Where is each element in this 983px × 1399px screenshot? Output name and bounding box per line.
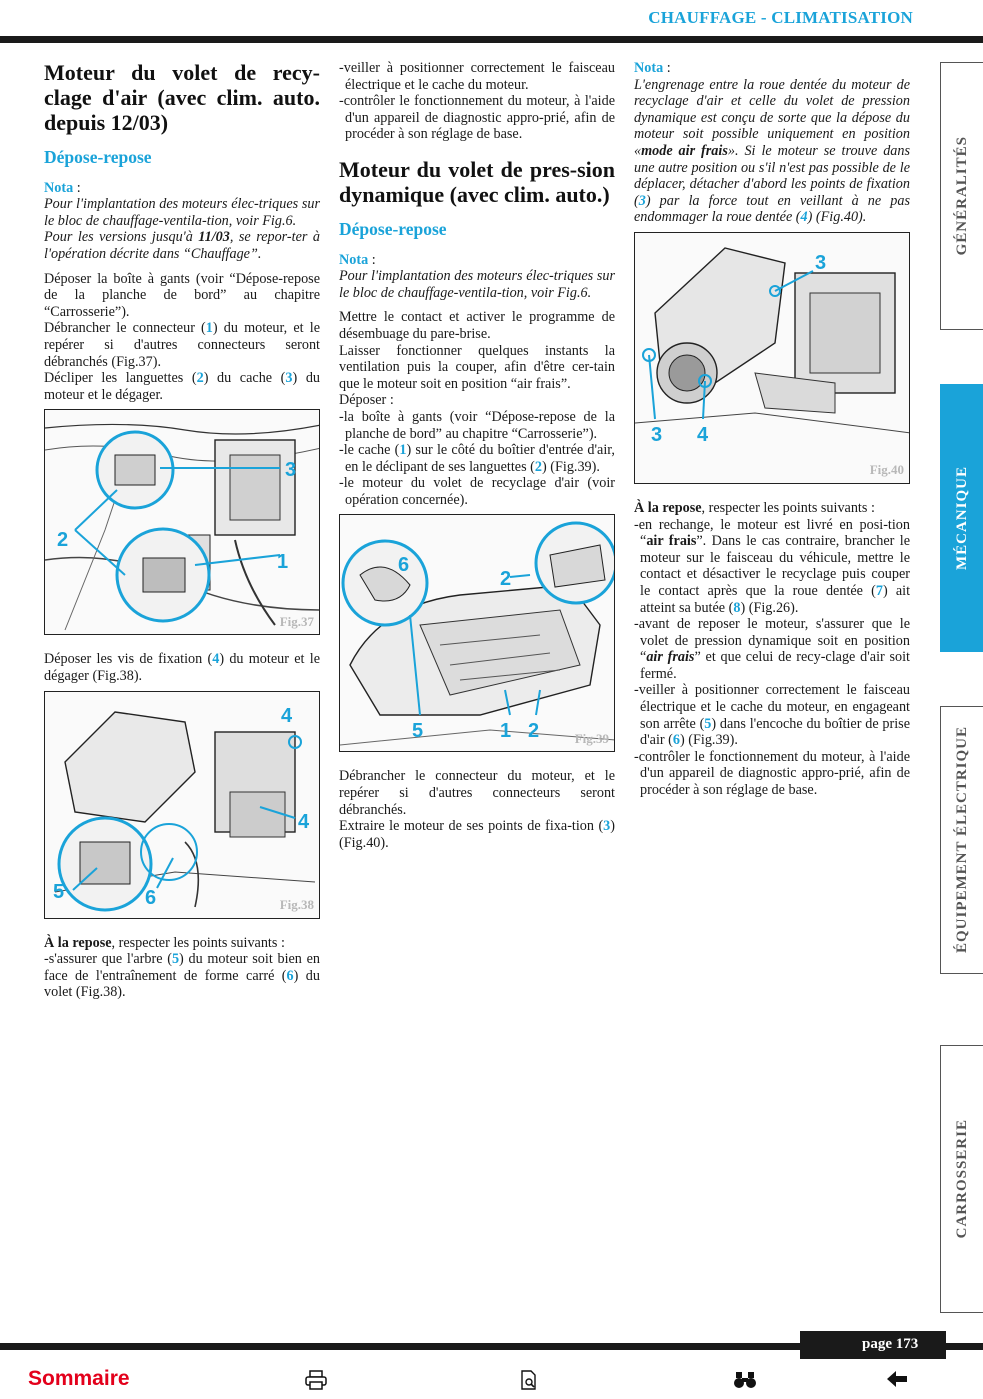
list-item: -s'assurer que l'arbre (5) du moteur soit bien en face de l'entraînement de forme carré (6) du volet (Fig.38). (44, 951, 320, 1001)
callout-label: 4 (281, 704, 293, 727)
callout-label: 2 (57, 529, 69, 552)
section-heading: Moteur du volet de pres-sion dynamique (avec clim. auto.) (339, 156, 615, 207)
figure-40 (634, 232, 910, 484)
list-item: -avant de reposer le moteur, s'assurer que le volet de pression dynamique soit en position “air frais” et que celui de recy-clage d'air soit fermé. (634, 616, 910, 682)
paragraph: Déposer : (339, 392, 394, 409)
callout-label: 4 (298, 810, 310, 833)
section-title: CHAUFFAGE - CLIMATISATION (648, 8, 913, 27)
paragraph: Laisser fonctionner quelques instants la ventilation puis la couper, afin d'être cer-tain que le moteur soit en position “air frais”. (339, 342, 615, 392)
paragraph: À la repose, respecter les points suivants : (44, 934, 285, 951)
page-number: page 173 (862, 1336, 919, 1352)
nota-label: Nota (44, 179, 74, 196)
figure-caption: Fig.38 (279, 896, 314, 912)
callout-label: 2 (528, 720, 540, 743)
list-item: -contrôler le fonctionnement du moteur, à l'aide d'un appareil de diagnostic appro-prié, afin de procéder à son réglage de base. (634, 748, 910, 799)
document-search-icon[interactable] (520, 1370, 538, 1396)
binoculars-icon[interactable] (733, 1370, 757, 1396)
figure-caption: Fig.39 (574, 730, 609, 746)
callout-label: 2 (500, 568, 512, 591)
nota-text: Pour l'implantation des moteurs élec-triques sur le bloc de chauffage-ventila-tion, voir Fig.6. (339, 268, 615, 301)
nota: Nota : (44, 179, 81, 196)
callout-label: 1 (277, 551, 289, 574)
list-item: -veiller à positionner correctement le faisceau électrique et le cache du moteur. (339, 60, 615, 93)
side-tab-equipement-electrique[interactable]: ÉQUIPEMENT ÉLECTRIQUE (940, 706, 983, 974)
paragraph: Déposer la boîte à gants (voir “Dépose-repose de la planche de bord” au chapitre “Carrosserie”). (44, 270, 320, 320)
nota-text: Pour l'implantation des moteurs élec-triques sur le bloc de chauffage-ventila-tion, voir Fig.6. (44, 196, 320, 229)
figure-38 (44, 691, 320, 919)
nota-text: Pour les versions jusqu'à 11/03, se repor-ter à l'opération décrite dans “Chauffage”. (44, 229, 320, 262)
list-item: -le moteur du volet de recyclage d'air (voir opération concernée). (339, 475, 615, 508)
callout-label: 6 (145, 886, 157, 909)
paragraph: À la repose, respecter les points suivants : (634, 499, 875, 516)
side-tab-mecanique[interactable]: MÉCANIQUE (940, 384, 983, 652)
paragraph: Déposer les vis de fixation (4) du moteur et le dégager (Fig.38). (44, 651, 320, 684)
printer-icon[interactable] (305, 1370, 327, 1396)
list-item: -le cache (1) sur le côté du boîtier d'entrée d'air, en le déclipant de ses languettes (2) (Fig.39). (339, 442, 615, 475)
subsection-heading: Dépose-repose (339, 218, 447, 239)
side-tab-generalites[interactable]: GÉNÉRALITÉS (940, 62, 983, 330)
callout-label: 5 (412, 720, 424, 743)
figure-caption: Fig.37 (279, 613, 314, 629)
header-bar (0, 36, 983, 43)
nota: Nota : (339, 251, 376, 268)
list-item: -contrôler le fonctionnement du moteur, à l'aide d'un appareil de diagnostic appro-prié, afin de procéder à son réglage de base. (339, 93, 615, 143)
nota-label: Nota (339, 251, 369, 268)
callout-label: 1 (500, 720, 512, 743)
paragraph: Extraire le moteur de ses points de fixa-tion (3) (Fig.40). (339, 818, 615, 851)
paragraph: Débrancher le connecteur (1) du moteur, et le repérer si d'autres connecteurs seront débranchés (Fig.37). (44, 320, 320, 370)
paragraph: Mettre le contact et activer le programme de désembuage du pare-brise. (339, 309, 615, 342)
side-tab-carrosserie[interactable]: CARROSSERIE (940, 1045, 983, 1313)
nota: Nota : (634, 60, 671, 76)
callout-label: 3 (815, 251, 827, 274)
column-1 (44, 60, 320, 1001)
figure-39 (339, 514, 615, 752)
callout-label: 6 (398, 554, 410, 577)
nota-label: Nota (634, 60, 664, 76)
figure-37 (44, 409, 320, 635)
paragraph: Décliper les languettes (2) du cache (3) du moteur et le dégager. (44, 370, 321, 403)
callout-label: 3 (651, 423, 663, 446)
paragraph: Débrancher le connecteur du moteur, et le repérer si d'autres connecteurs seront débranchés. (339, 768, 615, 818)
list-item: -la boîte à gants (voir “Dépose-repose de la planche de bord” au chapitre “Carrosserie”). (339, 408, 615, 442)
nota-text: L'engrenage entre la roue dentée du moteur de recyclage d'air et celle du volet de pression dynamique est conçu de sorte que la dépose du moteur soit possible uniquement en position «mode air frais». Si le moteur se trouve dans une autre position ou s'il n'est pas possible de le déplacer, détacher d'abord les points de fixation (3) par la force tout en veillant à ne pas endommager la roue dentée (4) (Fig.40). (634, 76, 910, 226)
callout-label: 4 (697, 423, 709, 446)
column-2 (339, 60, 615, 851)
section-heading: Moteur du volet de recy-clage d'air (avec clim. auto. depuis 12/03) (44, 60, 320, 135)
sommaire-link[interactable]: Sommaire (28, 1367, 130, 1390)
back-arrow-icon[interactable] (886, 1370, 908, 1394)
callout-label: 3 (285, 459, 297, 482)
callout-label: 5 (53, 880, 65, 903)
figure-caption: Fig.40 (869, 462, 904, 478)
list-item: -veiller à positionner correctement le faisceau électrique et le cache du moteur, en engageant son arrête (5) dans l'encoche du boîtier de prise d'air (6) (Fig.39). (634, 682, 911, 749)
subsection-heading: Dépose-repose (44, 147, 152, 167)
list-item: -en rechange, le moteur est livré en posi-tion “air frais”. Dans le cas contraire, brancher le moteur sur le faisceau du véhicule, mettre le contact et désactiver le recyclage puis couper le contact après que la roue dentée (7) ait atteint sa butée (8) (Fig.26). (634, 516, 911, 616)
column-3 (634, 60, 910, 799)
